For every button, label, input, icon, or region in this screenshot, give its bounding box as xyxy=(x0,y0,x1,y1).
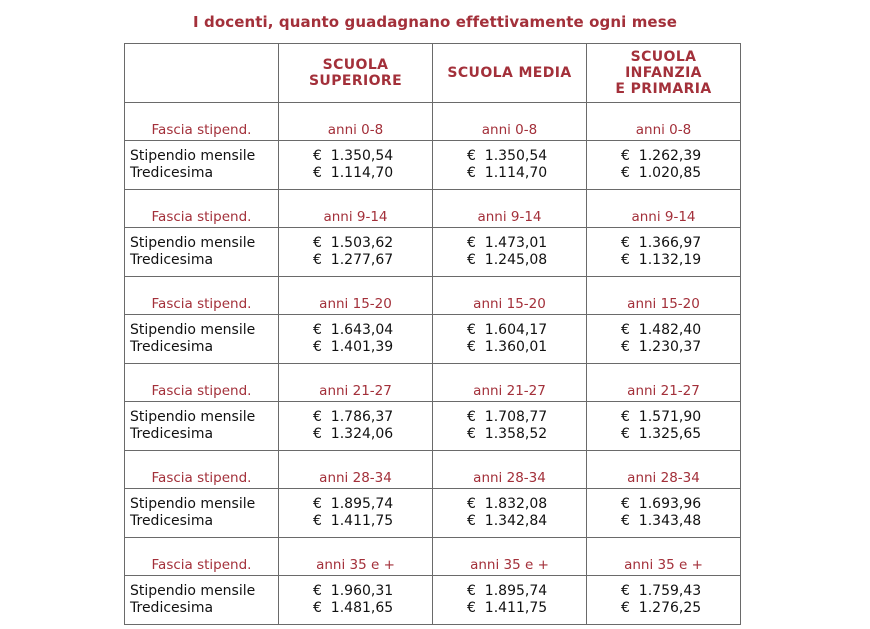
monthly-salary-value: € 1.759,43 xyxy=(621,582,702,599)
monthly-salary-label: Stipendio mensile xyxy=(130,408,256,425)
monthly-salary-value: € 1.473,01 xyxy=(467,234,548,251)
band-label: Fascia stipend. xyxy=(125,451,279,489)
thirteenth-salary-value: € 1.114,70 xyxy=(467,165,548,181)
monthly-salary-value: € 1.643,04 xyxy=(313,321,394,338)
monthly-salary-value: € 1.571,90 xyxy=(621,408,702,425)
band-range: anni 21-27 xyxy=(433,364,587,402)
monthly-salary-value: € 1.503,62 xyxy=(313,234,394,251)
thirteenth-salary-value: € 1.245,08 xyxy=(467,252,548,268)
amount-cell xyxy=(279,228,433,277)
band-row xyxy=(125,103,741,141)
band-row xyxy=(125,190,741,228)
thirteenth-salary-value: € 1.343,48 xyxy=(621,513,702,529)
thirteenth-salary-value: € 1.277,67 xyxy=(313,252,394,268)
band-range: anni 15-20 xyxy=(587,277,741,315)
thirteenth-salary-label: Tredicesima xyxy=(130,600,214,616)
band-range: anni 0-8 xyxy=(587,103,741,141)
monthly-salary-label: Stipendio mensile xyxy=(130,495,256,512)
salary-table xyxy=(124,43,741,625)
thirteenth-salary-value: € 1.325,65 xyxy=(621,426,702,442)
monthly-salary-value: € 1.708,77 xyxy=(467,408,548,425)
column-header-scuola-superiore: SCUOLA SUPERIORE xyxy=(279,44,433,103)
amount-cell xyxy=(433,576,587,625)
thirteenth-salary-value: € 1.360,01 xyxy=(467,339,548,355)
monthly-salary-value: € 1.604,17 xyxy=(467,321,548,338)
values-row xyxy=(125,315,741,364)
band-row xyxy=(125,451,741,489)
thirteenth-salary-label: Tredicesima xyxy=(130,426,214,442)
thirteenth-salary-value: € 1.276,25 xyxy=(621,600,702,616)
band-range: anni 21-27 xyxy=(279,364,433,402)
monthly-salary-value: € 1.895,74 xyxy=(313,495,394,512)
monthly-salary-value: € 1.693,96 xyxy=(621,495,702,512)
band-label: Fascia stipend. xyxy=(125,277,279,315)
amount-cell xyxy=(587,402,741,451)
row-labels-cell xyxy=(125,402,279,451)
thirteenth-salary-value: € 1.401,39 xyxy=(313,339,394,355)
band-range: anni 35 e + xyxy=(279,538,433,576)
monthly-salary-label: Stipendio mensile xyxy=(130,582,256,599)
monthly-salary-label: Stipendio mensile xyxy=(130,147,256,164)
monthly-salary-value: € 1.960,31 xyxy=(313,582,394,599)
column-header-scuola-infanzia-primaria: SCUOLA INFANZIA E PRIMARIA xyxy=(587,44,741,103)
monthly-salary-value: € 1.786,37 xyxy=(313,408,394,425)
band-label: Fascia stipend. xyxy=(125,190,279,228)
band-range: anni 9-14 xyxy=(433,190,587,228)
thirteenth-salary-label: Tredicesima xyxy=(130,252,214,268)
band-row xyxy=(125,277,741,315)
amount-cell xyxy=(433,141,587,190)
thirteenth-salary-value: € 1.411,75 xyxy=(313,513,394,529)
band-label: Fascia stipend. xyxy=(125,538,279,576)
band-range: anni 15-20 xyxy=(433,277,587,315)
monthly-salary-value: € 1.482,40 xyxy=(621,321,702,338)
monthly-salary-value: € 1.832,08 xyxy=(467,495,548,512)
monthly-salary-value: € 1.366,97 xyxy=(621,234,702,251)
amount-cell xyxy=(279,315,433,364)
amount-cell xyxy=(587,228,741,277)
amount-cell xyxy=(587,141,741,190)
amount-cell xyxy=(279,141,433,190)
page-title: I docenti, quanto guadagnano effettivamente ogni mese xyxy=(193,13,677,31)
amount-cell xyxy=(279,576,433,625)
band-range: anni 9-14 xyxy=(587,190,741,228)
band-label: Fascia stipend. xyxy=(125,103,279,141)
column-header-scuola-media: SCUOLA MEDIA xyxy=(433,44,587,103)
values-row xyxy=(125,228,741,277)
band-range: anni 28-34 xyxy=(587,451,741,489)
monthly-salary-value: € 1.895,74 xyxy=(467,582,548,599)
amount-cell xyxy=(433,228,587,277)
amount-cell xyxy=(433,315,587,364)
thirteenth-salary-value: € 1.411,75 xyxy=(467,600,548,616)
band-label: Fascia stipend. xyxy=(125,364,279,402)
header-row xyxy=(125,44,741,103)
thirteenth-salary-value: € 1.324,06 xyxy=(313,426,394,442)
amount-cell xyxy=(279,402,433,451)
thirteenth-salary-value: € 1.358,52 xyxy=(467,426,548,442)
row-labels-cell xyxy=(125,576,279,625)
band-range: anni 28-34 xyxy=(279,451,433,489)
header-corner-cell xyxy=(125,44,279,103)
values-row xyxy=(125,402,741,451)
band-row xyxy=(125,538,741,576)
monthly-salary-label: Stipendio mensile xyxy=(130,234,256,251)
band-range: anni 35 e + xyxy=(587,538,741,576)
band-range: anni 28-34 xyxy=(433,451,587,489)
band-range: anni 35 e + xyxy=(433,538,587,576)
monthly-salary-value: € 1.350,54 xyxy=(467,147,548,164)
monthly-salary-label: Stipendio mensile xyxy=(130,321,256,338)
band-range: anni 9-14 xyxy=(279,190,433,228)
row-labels-cell xyxy=(125,228,279,277)
amount-cell xyxy=(587,489,741,538)
thirteenth-salary-value: € 1.020,85 xyxy=(621,165,702,181)
thirteenth-salary-label: Tredicesima xyxy=(130,339,214,355)
band-range: anni 21-27 xyxy=(587,364,741,402)
monthly-salary-value: € 1.350,54 xyxy=(313,147,394,164)
amount-cell xyxy=(433,489,587,538)
thirteenth-salary-value: € 1.481,65 xyxy=(313,600,394,616)
row-labels-cell xyxy=(125,489,279,538)
thirteenth-salary-value: € 1.230,37 xyxy=(621,339,702,355)
band-range: anni 0-8 xyxy=(433,103,587,141)
thirteenth-salary-label: Tredicesima xyxy=(130,165,214,181)
row-labels-cell xyxy=(125,315,279,364)
thirteenth-salary-value: € 1.114,70 xyxy=(313,165,394,181)
row-labels-cell xyxy=(125,141,279,190)
band-range: anni 15-20 xyxy=(279,277,433,315)
band-range: anni 0-8 xyxy=(279,103,433,141)
band-row xyxy=(125,364,741,402)
values-row xyxy=(125,141,741,190)
thirteenth-salary-value: € 1.132,19 xyxy=(621,252,702,268)
values-row xyxy=(125,489,741,538)
monthly-salary-value: € 1.262,39 xyxy=(621,147,702,164)
amount-cell xyxy=(587,315,741,364)
thirteenth-salary-value: € 1.342,84 xyxy=(467,513,548,529)
amount-cell xyxy=(433,402,587,451)
amount-cell xyxy=(587,576,741,625)
thirteenth-salary-label: Tredicesima xyxy=(130,513,214,529)
values-row xyxy=(125,576,741,625)
amount-cell xyxy=(279,489,433,538)
